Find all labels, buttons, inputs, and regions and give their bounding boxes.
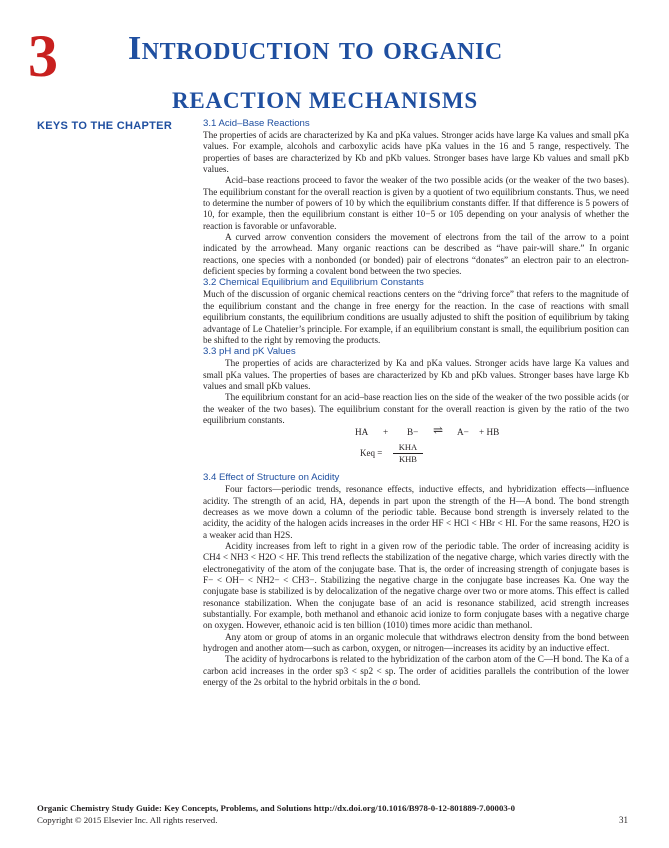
chapter-number: 3 <box>28 23 58 89</box>
section-heading-3-1: 3.1 Acid–Base Reactions <box>203 118 310 129</box>
footer-copyright: Copyright © 2015 Elsevier Inc. All rights reserved. <box>37 815 218 825</box>
keq-label: Keq = <box>360 448 383 459</box>
paragraph: Four factors—periodic trends, resonance effects, inductive effects, and hybridization effects—influence acidity. The strength of an acid, HA, depends in part upon the strength of the H—A bond. The bond strength decreases as we move down a column of the periodic table. Because bond strength is inversely related to the acidity, the acidity of the halogen acids increases in the order HF < HCl < HBr < HI. For the same reasons, H2O is a weaker acid than H2S. <box>203 484 629 540</box>
eq-conj-base: A− <box>457 427 469 438</box>
equilibrium-arrow-icon: ⇌ <box>433 423 444 438</box>
keq-denominator: KHB <box>399 454 417 465</box>
eq-hb: + HB <box>479 427 500 438</box>
eq-plus: + <box>383 427 389 438</box>
chapter-body <box>203 118 629 688</box>
paragraph: The properties of acids are characterized by Ka and pKa values. Stronger acids have large Ka values and small pKa values. The properties of bases are characterized by Kb and pKb values. Stronger bases have large Kb values and small pKb values. <box>203 358 629 391</box>
keq-equation <box>203 442 629 472</box>
paragraph: Any atom or group of atoms in an organic molecule that withdraws electron density from the bond between hydrogen and another atom—such as carbon, oxygen, or nitrogen—increases its acidity by an inductive effect. <box>203 631 629 654</box>
chapter-title-line1: Introduction to organic <box>128 30 503 67</box>
page-number: 31 <box>619 815 628 825</box>
eq-ha: HA <box>355 427 369 438</box>
section-heading-3-3: 3.3 pH and pK Values <box>203 346 296 358</box>
paragraph: Acidity increases from left to right in a given row of the periodic table. The order of increasing acidity is CH4 < NH3 < H2O < HF. This trend reflects the stabilization of the negative charge, which varies directly with the electronegativity of the atom of the conjugate base. That is, the order of increasing strength of conjugate bases is F− < OH− < NH2− < CH3−. Stabilizing the negative charge in the conjugate base increases Ka. One way the conjugate base is stabilized is by delocalization of the negative charge over two or more atoms. This effect is called resonance stabilization. When the conjugate base of an acid is resonance stabilized, acid strength increases substantially. For example, both methanol and ethanoic acid ionize to form conjugate bases with a negative charge on oxygen. However, ethanoic acid is ten billion (1010) times more acidic than methanol. <box>203 540 629 631</box>
section-heading-3-2: 3.2 Chemical Equilibrium and Equilibrium Constants <box>203 277 424 289</box>
paragraph: Much of the discussion of organic chemical reactions centers on the “driving force” that refers to the magnitude of the equilibrium constant and the change in free energy for the reaction. In the case of reactions with small equilibrium constants, the equilibrium conditions are usually adjusted to shift the position of equilibrium by taking advantage of Le Chatelier’s principle. For example, if an equilibrium constant is small, the equilibrium position can be shifted to the right by removing the products. <box>203 289 629 345</box>
equilibrium-equation <box>203 423 629 440</box>
keq-numerator: KHA <box>393 442 423 454</box>
chapter-title-line2: REACTION MECHANISMS <box>172 88 478 113</box>
paragraph: The acidity of hydrocarbons is related to the hybridization of the carbon atom of the C—H bond. The Ka of a carbon acid increases in the order sp3 < sp2 < sp. The order of acidities parallels the contribution of the lower energy of the 2s orbital to the hybrid orbitals in the σ bond. <box>203 654 629 688</box>
paragraph: Acid–base reactions proceed to favor the weaker of the two possible acids (or the weaker of the two bases). The equilibrium constant for the overall reaction is given by a quotient of two equilibrium constants. Thus, we need to determine the number of powers of 10 by which the equilibrium constants differ. If that difference is 5 powers of 10, for example, then the equilibrium constant is either 10−5 or 105 depending on your analysis of whether the reaction is favorable or unfavorable. <box>203 175 629 231</box>
paragraph: The equilibrium constant for an acid–base reaction lies on the side of the weaker of the two possible acids (or the weaker of the two bases). The equilibrium constant for the overall reaction is given by the ratio of the two equilibrium constants. <box>203 392 629 425</box>
paragraph: The properties of acids are characterized by Ka and pKa values. Stronger acids have large Ka values and small pKa values. For example, alcohols and carboxylic acids have pKa values in the 16 and 5 range, respectively. The properties of bases are characterized by Kb and pKb values. Stronger bases have large Kb values and small pKb values. <box>203 130 629 175</box>
footer-citation: Organic Chemistry Study Guide: Key Concepts, Problems, and Solutions http://dx.doi.org/10.1016/B978-0-12-801889-7.00003-0 <box>37 803 516 813</box>
paragraph: A curved arrow convention considers the movement of electrons from the tail of the arrow to a point indicated by the arrowhead. Many organic reactions can be described as “have pair-will share.” In organic reactions, one species with a nonbonded (or bonded) pair of electrons “donates” an electron pair to an electron-deficient species by forming a covalent bond between the two species. <box>203 232 629 277</box>
section-heading-3-4: 3.4 Effect of Structure on Acidity <box>203 472 340 484</box>
keys-heading: KEYS TO THE CHAPTER <box>37 120 173 132</box>
eq-base: B− <box>407 427 419 438</box>
keq-fraction <box>393 442 423 465</box>
